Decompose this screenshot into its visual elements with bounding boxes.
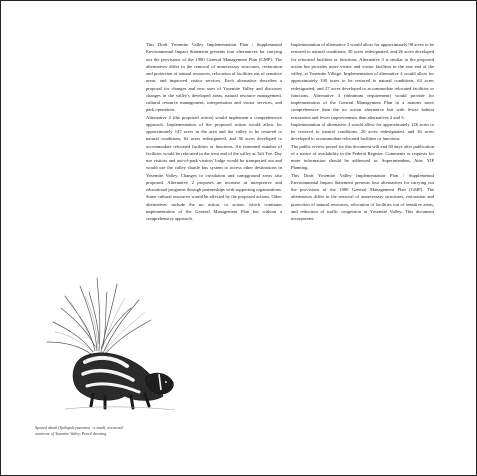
illustration-caption: Spotted skunk (Spilogale putorius) - a small, nocturnal omnivore of Yosemite Valley. Pencil drawing. <box>35 425 123 436</box>
left-text-column: This Draft Yosemite Valley Implementation Plan / Supplemental Environmental Impact Statement presents four alternatives for carrying out the provisions of the 1980 General Management Plan (GMP). The alternatives differ in the removal of unnecessary structures, restoration and protection of natural resources, relocation of facilities out of sensitive areas, and improved visitor services. Each alternative describes a proposal for changes and new uses of Yosemite Valley and discusses changes in the valley's developed areas, natural resource management, cultural resource management, interpretation and visitor services, and park operations. Alternative 2 (the proposed action) would implement a comprehensive approach. Implementation of the proposed action would allow for approximately 147 acres in the area and the valley to be restored to natural conditions, 62 acres redesignated, and 36 acres developed to accommodate relocated facilities or functions. An estimated number of facilities would be relocated in the west end of the valley at Taft Toe. Day use visitors and out-of-park visitors' lodge would be transported out and would use the valley shuttle bus system to access other destinations in Yosemite Valley. Changes to circulation and campground areas also proposed. Alternative 2 proposes an increase in interpretive and educational programs through partnerships with supporting organizations. Some cultural resources would be affected by the proposed actions. Other alternatives include the no action, or action, which continues implementation of the General Management Plan but without a comprehensive approach. <box>146 42 282 221</box>
right-text-column: Implementation of alternative 3 would allow for approximately 98 acres to be restored to natural conditions, 30 acres redesignated, and 26 acres developed for relocated facilities or functions. Alternative 3 is similar to the proposed action but provides more visitor and visitor facilities in the east end of the valley, at Yosemite Village. Implementation of alternative 4 would allow for approximately 100 acres to be restored to natural conditions, 63 acres redesignated, and 27 acres developed to accommodate relocated facilities or functions. Alternative 4 (minimum requirement) would provide for implementation of the General Management Plan in a manner more comprehensive than the no action alternative but with fewer habitat restoration and fewer improvements than alternatives 2 and 3. Implementation of alternative 4 would allow for approximately 126 acres to be restored to natural conditions, 20 acres redesignated, and 36 acres developed to accommodate relocated facilities or functions. The public review period for this document will end 60 days after publication of a notice of availability in the Federal Register. Comments or requests for more information should be addressed to: Superintendent, Attn: YIP Planning. This Draft Yosemite Valley Implementation Plan / Supplemental Environmental Impact Statement presents four alternatives for carrying out the provisions of the 1980 General Management Plan (GMP). The alternatives differ in the removal of unnecessary structures, restoration and protection of natural resources, relocation of facilities out of sensitive areas, and reduction of traffic congestion in Yosemite Valley. This document incorporates <box>291 42 434 221</box>
skunk-illustration <box>35 256 185 416</box>
